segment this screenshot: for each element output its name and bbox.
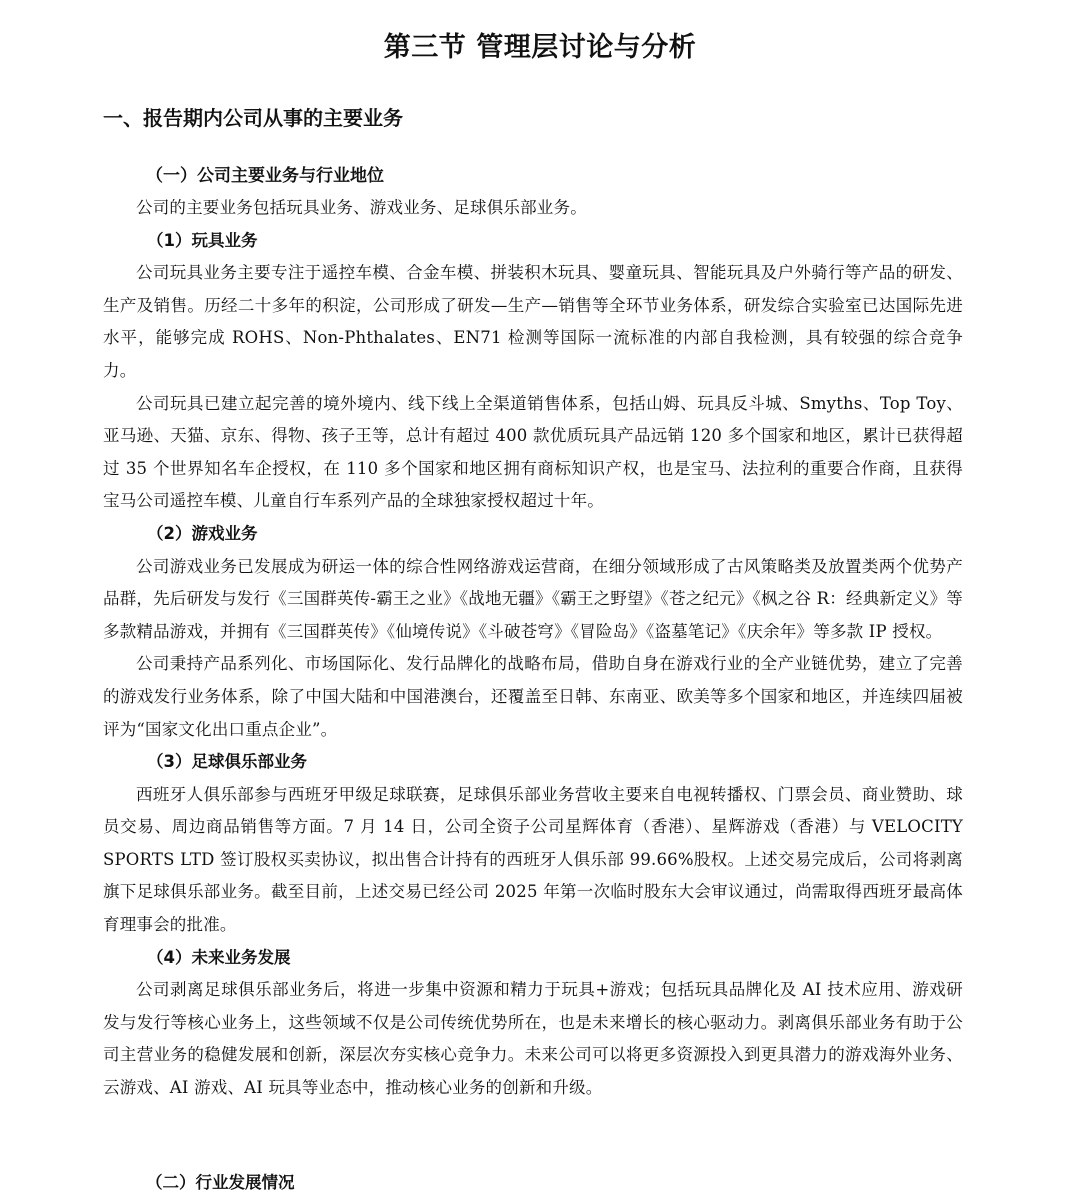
page-title: 第三节 管理层讨论与分析: [383, 32, 697, 63]
section-heading: 一、报告期内公司从事的主要业务: [103, 106, 403, 130]
future-paragraph-1: 公司剥离足球俱乐部业务后，将进一步集中资源和精力于玩具+游戏；包括玩具品牌化及 AI 技术应用、游戏研发与发行等核心业务上，这些领域不仅是公司传统优势所在，也是未来增长的核心驱动力。剥离俱乐部业务有助于公司主营业务的稳健发展和创新，深层次夯实核心竞争力。未来公司可以将更多资源投入到更具潜力的游戏海外业务、云游戏、AI 游戏、AI 玩具等业态中，推动核心业务的创新和升级。: [103, 980, 963, 1098]
toy-paragraph-2: 公司玩具已建立起完善的境外境内、线下线上全渠道销售体系，包括山姆、玩具反斗城、Smyths、Top Toy、亚马逊、天猫、京东、得物、孩子王等，总计有超过 400 款优质玩具产品远销 120 多个国家和地区，累计已获得超过 35 个世界知名车企授权，在 110 多个国家和地区拥有商标知识产权，也是宝马、法拉利的重要合作商，且获得宝马公司遥控车模、儿童自行车系列产品的全球独家授权超过十年。: [103, 393, 963, 511]
toy-heading: （1）玩具业务: [147, 230, 258, 250]
game-paragraph-2: 公司秉持产品系列化、市场国际化、发行品牌化的战略布局，借助自身在游戏行业的全产业链优势，建立了完善的游戏发行业务体系，除了中国大陆和中国港澳台，还覆盖至日韩、东南亚、欧美等多个国家和地区，并连续四届被评为“国家文化出口重点企业”。: [103, 654, 963, 739]
football-paragraph-1: 西班牙人俱乐部参与西班牙甲级足球联赛，足球俱乐部业务营收主要来自电视转播权、门票会员、商业赞助、球员交易、周边商品销售等方面。7 月 14 日，公司全资子公司星辉体育（香港）、星辉游戏（香港）与 VELOCITY SPORTS LTD 签订股权买卖协议，拟出售合计持有的西班牙人俱乐部 99.66%股权。上述交易完成后，公司将剥离旗下足球俱乐部业务。截至目前，上述交易已经公司 2025 年第一次临时股东大会审议通过，尚需取得西班牙最高体育理事会的批准。: [103, 784, 963, 935]
toy-paragraph-1: 公司玩具业务主要专注于遥控车模、合金车模、拼装积木玩具、婴童玩具、智能玩具及户外骑行等产品的研发、生产及销售。历经二十多年的积淀，公司形成了研发—生产—销售等全环节业务体系，研发综合实验室已达国际先进水平，能够完成 ROHS、Non-Phthalates、EN71 检测等国际一流标准的内部自我检测，具有较强的综合竞争力。: [103, 263, 963, 380]
subsection-heading: （一）公司主要业务与行业地位: [146, 166, 384, 186]
next-heading-partial: （二）行业发展情况: [146, 1173, 295, 1192]
intro-paragraph: 公司的主要业务包括玩具业务、游戏业务、足球俱乐部业务。: [136, 198, 587, 217]
future-heading: （4）未来业务发展: [147, 947, 291, 967]
game-paragraph-1: 公司游戏业务已发展成为研运一体的综合性网络游戏运营商，在细分领域形成了古风策略类及放置类两个优势产品群，先后研发与发行《三国群英传-霸王之业》《战地无疆》《霸王之野望》《苍之纪元》《枫之谷 R：经典新定义》等多款精品游戏，并拥有《三国群英传》《仙境传说》《斗破苍穹》《冒险岛》《盗墓笔记》《庆余年》等多款 IP 授权。: [103, 556, 963, 641]
game-heading: （2）游戏业务: [147, 523, 258, 543]
football-heading: （3）足球俱乐部业务: [147, 752, 307, 772]
body-text: [103, 192, 963, 1105]
